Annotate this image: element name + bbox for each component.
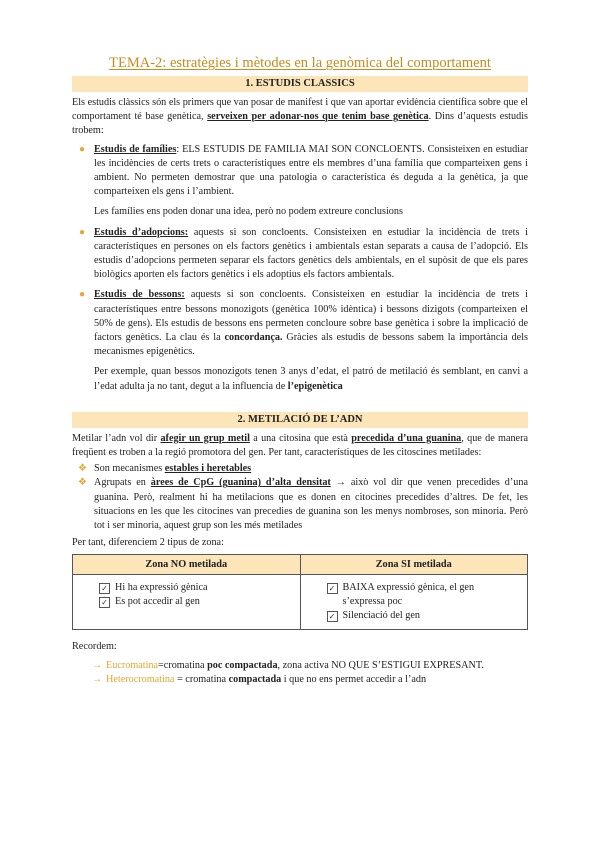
intro-text: Els estudis clàssics són els primers que van posar de manifest i que van aportar evidència científica sobre que el comportament té base genètica, [72,97,528,123]
intro-paragraph [72,96,528,139]
text-part: , que de manera freqüent es troben a la regió promotora del gen. Per tant, característiques de les citoscines metilades: [72,432,528,459]
bullet-dot-icon: ● [79,289,86,301]
item-subtext: Les famílies ens poden donar una idea, però no podem extreure conclusions [94,206,403,218]
subtext-part: Per exemple, quan bessos monozigots tenen 3 anys d’edat, el patró de metilació és semblant, en canvi a l’edat adulta ja no tant, degut a la influencia de [94,366,528,392]
section-heading-metilacio: 2. METILACIÓ DE L’ADN [72,412,528,428]
text-part: Son mecanismes [94,463,165,475]
text-part: = cromatina [174,673,229,685]
text-part: i que no ens permet accedir a l’adn [281,673,427,685]
term-label: Heterocromatina [106,673,175,685]
item-label: Estudis d’adopcions: [94,226,189,238]
table-header-unmethylated: Zona NO metilada [73,555,301,575]
zones-table [72,554,528,630]
text-part: =cromatina [158,659,208,671]
item-text: aquests si son concloents. Consisteixen en estudiar la incidència de trets i característiques en persones on els factors genètics i ambientals estan separats a causa de l’adopció. Els estudis d’adopcions permeten separar els factors genètics dels ambientals, en el supòsit de que els pares biològics aporten els factors genètics i els adoptius els factors ambientals. [94,226,528,281]
table-header-methylated: Zona SI metilada [300,555,528,575]
check-text: BAIXA expressió gènica, el gen s’expressa poc [342,582,475,608]
text-emphasis: precedida d’una guanina [351,432,462,444]
recordem-label: Recordem: [72,641,117,653]
diamond-bullet-icon: ❖ [78,463,87,475]
subtext-emphasis: l’epigenètica [287,380,343,392]
intro-text-end: . Dins d’aquests estudis trobem: [72,111,528,137]
text-part: → això vol dir que venen precedides d’una guanina. Però, realment hi ha metilacions que es donen en citocines precedides d’altres. De fet, les situacions en les que les citocines van precedies de guanina son les menys nombroses, son minoria. Però tot i ser minoria, aquest grup son les més metilades [94,477,528,532]
table-cell-methylated [300,575,528,630]
methylation-paragraph [72,432,528,460]
list-item-cpg [78,476,528,533]
checkbox-icon: ✓ [327,611,338,622]
text-emphasis: estables i heretables [164,463,252,475]
text-emphasis: poc compactada [207,659,278,671]
table-cell-unmethylated [73,575,301,630]
check-item [301,609,528,623]
item-label: Estudis de famílies [94,143,177,155]
zones-intro: Per tant, diferenciem 2 tipus de zona: [72,537,224,549]
list-item-stable [78,462,528,476]
term-label: Eucromatina [106,659,159,671]
list-item-twins [79,288,528,393]
list-item-adoptions [79,226,528,283]
check-item [73,595,300,609]
document-page [72,54,528,687]
document-title: TEMA-2: estratègies i mètodes en la genòmica del comportament [109,55,491,71]
arrow-right-icon: → [92,673,103,685]
item-subtext [94,365,528,393]
arrow-right-icon: → [92,659,103,671]
checkbox-icon: ✓ [99,597,110,608]
studies-list [72,143,528,394]
check-item [301,581,528,609]
text-emphasis: àrees de CpG (guanina) d’alta densitat [150,477,331,489]
text-part: Agrupats en [94,477,151,489]
diamond-bullet-icon: ❖ [78,477,87,489]
section-heading-estudis: 1. ESTUDIS CLASSICS [72,76,528,92]
check-text: Hi ha expressió gènica [115,582,208,594]
text-part: Metilar l’adn vol dir [72,432,161,444]
bullet-dot-icon: ● [79,143,86,155]
text-part: , zona activa NO QUE S’ESTIGUI EXPRESANT. [277,659,484,671]
text-part: a una citosina que està [249,432,352,444]
bullet-dot-icon: ● [79,226,86,238]
check-item [73,581,300,595]
item-text: : ELS ESTUDIS DE FAMILIA MAI SON CONCLOENTS. Consisteixen en estudiar les incidències de certs trets o característiques entre els membres d’una família que comparteixen gens i ambient. No permeten demostrar que una patologia o característica és deguda a la genètica, ja que comparteixen els gens i l’ambient. [94,143,528,198]
item-emphasis: concordança. [224,332,283,344]
intro-emphasis: serveixen per adonar-nos que tenim base genètica [207,111,429,123]
methylation-features-list [72,462,528,533]
item-label: Estudis de bessons: [94,289,185,301]
chromatin-list [72,659,528,687]
item-text: aquests si son concloents. Consisteixen en estudiar la incidència de trets i característiques entre bessons monozigots (genètica 100% idèntica) i bessons dizigots (comparteixen el 50% de gens). Els estudis de bessons ens permeten concloure sobre base genètica i sobre la implicació de factors genètics. La clau és la [94,289,528,344]
checkbox-icon: ✓ [327,583,338,594]
list-item-euchromatin [92,659,528,673]
check-text: Silenciació del gen [342,610,421,622]
list-item-heterochromatin [92,673,528,687]
item-text-end: Gràcies als estudis de bessons sabem la importància dels mecanismes epigenètics. [94,332,528,358]
text-emphasis: afegir un grup metil [160,432,250,444]
checkbox-icon: ✓ [99,583,110,594]
check-text: Es pot accedir al gen [115,596,200,608]
list-item-families [79,143,528,220]
text-emphasis: compactada [228,673,282,685]
